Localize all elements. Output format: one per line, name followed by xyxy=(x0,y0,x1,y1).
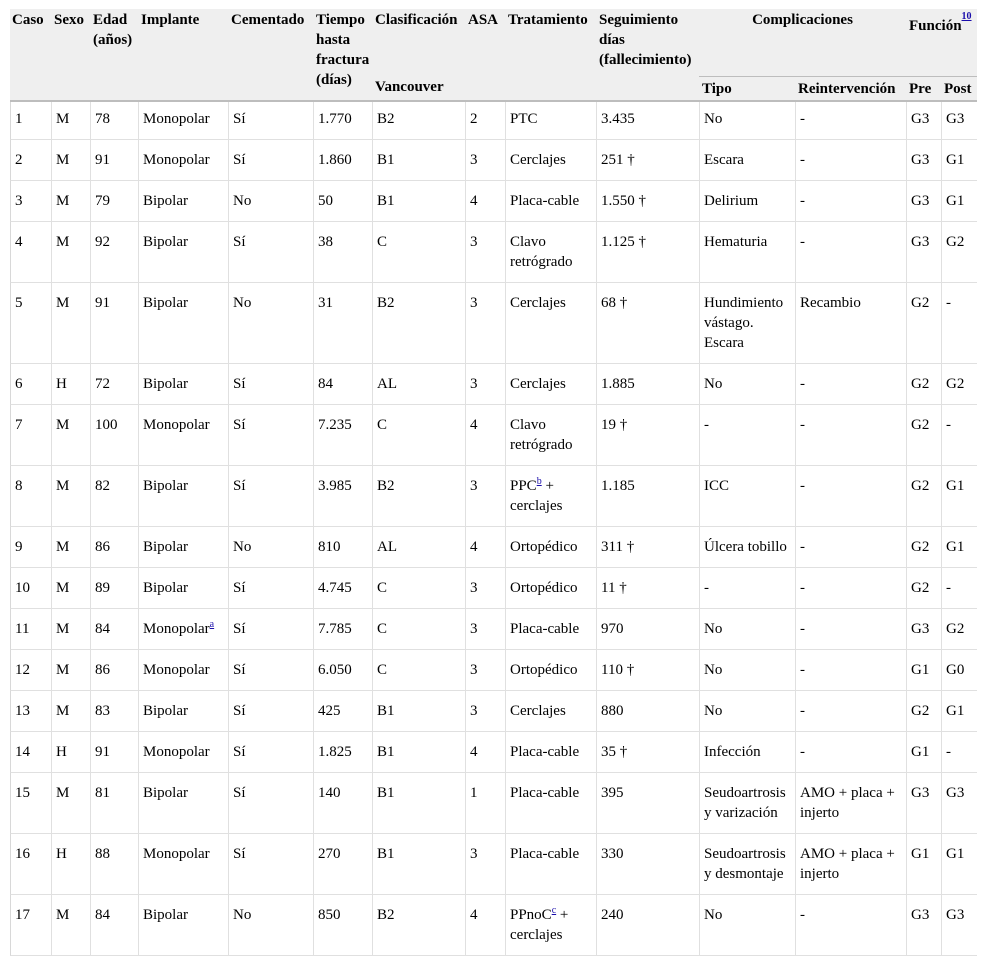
cell-tiempo: 38 xyxy=(313,222,372,283)
cell-seguimiento: 68 † xyxy=(596,283,699,364)
cell-vancouver: B2 xyxy=(372,283,465,364)
cell-asa: 3 xyxy=(465,466,505,527)
table-row xyxy=(10,405,977,466)
cell-pre: G3 xyxy=(906,140,941,181)
cell-tipo: No xyxy=(699,691,795,732)
cell-tratamiento: PTC xyxy=(505,102,596,140)
cell-vancouver: AL xyxy=(372,364,465,405)
cell-reintervencion: - xyxy=(795,102,906,140)
funcion-reference-link[interactable]: 10 xyxy=(961,10,972,22)
cell-implante: Bipolar xyxy=(138,773,228,834)
cell-seguimiento: 1.185 xyxy=(596,466,699,527)
cell-tiempo: 270 xyxy=(313,834,372,895)
cell-caso: 4 xyxy=(10,222,51,283)
cell-pre: G1 xyxy=(906,834,941,895)
cell-implante: Bipolar xyxy=(138,364,228,405)
cell-tipo: ICC xyxy=(699,466,795,527)
cell-cementado: Sí xyxy=(228,732,313,773)
cell-pre: G1 xyxy=(906,650,941,691)
cell-tratamiento: Placa-cable xyxy=(505,609,596,650)
table-row xyxy=(10,222,977,283)
cell-sexo: M xyxy=(51,181,90,222)
cell-seguimiento: 311 † xyxy=(596,527,699,568)
header-sexo: Sexo xyxy=(51,9,90,102)
cell-cementado: Sí xyxy=(228,140,313,181)
cell-tratamiento: Placa-cable xyxy=(505,773,596,834)
cell-sexo: H xyxy=(51,732,90,773)
cell-reintervencion: - xyxy=(795,609,906,650)
cell-tratamiento: Cerclajes xyxy=(505,364,596,405)
cell-seguimiento: 970 xyxy=(596,609,699,650)
cell-edad: 91 xyxy=(90,140,138,181)
cell-sexo: M xyxy=(51,405,90,466)
cell-tiempo: 1.860 xyxy=(313,140,372,181)
cell-post: G3 xyxy=(941,773,977,834)
table-row xyxy=(10,895,977,956)
cell-tiempo: 7.235 xyxy=(313,405,372,466)
cell-asa: 4 xyxy=(465,181,505,222)
cell-implante: Monopolar xyxy=(138,140,228,181)
cell-vancouver: B2 xyxy=(372,102,465,140)
cell-asa: 3 xyxy=(465,140,505,181)
cell-asa: 3 xyxy=(465,609,505,650)
cell-implante: Monopolar xyxy=(138,732,228,773)
cell-cementado: No xyxy=(228,895,313,956)
cell-tratamiento: Ortopédico xyxy=(505,527,596,568)
cell-implante: Bipolar xyxy=(138,527,228,568)
cell-seguimiento: 1.885 xyxy=(596,364,699,405)
cell-reintervencion: - xyxy=(795,364,906,405)
cell-tiempo: 50 xyxy=(313,181,372,222)
cell-tipo: - xyxy=(699,405,795,466)
cell-tipo: No xyxy=(699,895,795,956)
cell-reintervencion: AMO + placa + injerto xyxy=(795,834,906,895)
cell-edad: 84 xyxy=(90,895,138,956)
cell-post: G1 xyxy=(941,466,977,527)
cell-reintervencion: Recambio xyxy=(795,283,906,364)
cell-edad: 92 xyxy=(90,222,138,283)
cell-vancouver: C xyxy=(372,650,465,691)
header-pre: Pre xyxy=(906,76,941,102)
cell-cementado: No xyxy=(228,181,313,222)
cell-post: G3 xyxy=(941,102,977,140)
cell-implante: Bipolar xyxy=(138,222,228,283)
cell-tipo: No xyxy=(699,364,795,405)
cell-implante: Monopolar xyxy=(138,834,228,895)
cell-pre: G3 xyxy=(906,102,941,140)
header-caso: Caso xyxy=(10,9,51,102)
cell-caso: 7 xyxy=(10,405,51,466)
cell-pre: G2 xyxy=(906,466,941,527)
cell-asa: 3 xyxy=(465,364,505,405)
cell-tratamiento: Placa-cable xyxy=(505,181,596,222)
cell-sexo: H xyxy=(51,364,90,405)
cell-pre: G3 xyxy=(906,222,941,283)
cell-caso: 5 xyxy=(10,283,51,364)
cell-reintervencion: - xyxy=(795,405,906,466)
table-header xyxy=(10,9,977,102)
table-row xyxy=(10,102,977,140)
cell-implante: Bipolar xyxy=(138,691,228,732)
cell-post: G1 xyxy=(941,140,977,181)
cell-post: - xyxy=(941,283,977,364)
cell-implante: Monopolar$^a$ xyxy=(138,609,228,650)
cell-cementado: No xyxy=(228,527,313,568)
cell-tipo: No xyxy=(699,102,795,140)
cell-post: G2 xyxy=(941,364,977,405)
cell-vancouver: B1 xyxy=(372,834,465,895)
cell-tiempo: 6.050 xyxy=(313,650,372,691)
cell-sexo: M xyxy=(51,102,90,140)
cell-tratamiento: Placa-cable xyxy=(505,732,596,773)
cell-post: G1 xyxy=(941,834,977,895)
table-row xyxy=(10,773,977,834)
cell-pre: G3 xyxy=(906,895,941,956)
footnote-link[interactable]: b xyxy=(536,476,542,487)
cell-pre: G2 xyxy=(906,364,941,405)
cell-sexo: M xyxy=(51,895,90,956)
cell-pre: G2 xyxy=(906,568,941,609)
cell-seguimiento: 19 † xyxy=(596,405,699,466)
table-row xyxy=(10,364,977,405)
cell-tiempo: 1.825 xyxy=(313,732,372,773)
cell-sexo: M xyxy=(51,568,90,609)
cell-tratamiento: Ortopédico xyxy=(505,650,596,691)
cell-asa: 3 xyxy=(465,834,505,895)
cell-tipo: Úlcera tobillo xyxy=(699,527,795,568)
cell-tiempo: 810 xyxy=(313,527,372,568)
cell-caso: 13 xyxy=(10,691,51,732)
cell-sexo: M xyxy=(51,140,90,181)
cell-edad: 86 xyxy=(90,527,138,568)
cell-tiempo: 140 xyxy=(313,773,372,834)
table-row xyxy=(10,732,977,773)
cell-edad: 83 xyxy=(90,691,138,732)
cell-cementado: Sí xyxy=(228,405,313,466)
cell-tipo: Hematuria xyxy=(699,222,795,283)
cell-tiempo: 850 xyxy=(313,895,372,956)
cell-caso: 10 xyxy=(10,568,51,609)
cell-vancouver: B2 xyxy=(372,466,465,527)
cell-edad: 100 xyxy=(90,405,138,466)
cell-tratamiento: Ortopédico xyxy=(505,568,596,609)
table-row xyxy=(10,527,977,568)
cell-sexo: H xyxy=(51,834,90,895)
header-clasificacion: Clasificación Vancouver xyxy=(372,9,465,102)
cell-sexo: M xyxy=(51,283,90,364)
cell-seguimiento: 1.550 † xyxy=(596,181,699,222)
cell-caso: 3 xyxy=(10,181,51,222)
table-row xyxy=(10,140,977,181)
cell-sexo: M xyxy=(51,527,90,568)
cell-seguimiento: 35 † xyxy=(596,732,699,773)
cell-vancouver: B1 xyxy=(372,691,465,732)
cell-tipo: No xyxy=(699,609,795,650)
cell-tiempo: 4.745 xyxy=(313,568,372,609)
cell-edad: 72 xyxy=(90,364,138,405)
cell-cementado: Sí xyxy=(228,650,313,691)
cell-pre: G3 xyxy=(906,773,941,834)
cell-tratamiento: Cerclajes xyxy=(505,140,596,181)
cell-edad: 91 xyxy=(90,283,138,364)
cell-tiempo: 425 xyxy=(313,691,372,732)
cell-reintervencion: - xyxy=(795,527,906,568)
cell-reintervencion: - xyxy=(795,568,906,609)
cell-cementado: No xyxy=(228,283,313,364)
cell-post: G2 xyxy=(941,222,977,283)
cell-tiempo: 31 xyxy=(313,283,372,364)
cell-tipo: - xyxy=(699,568,795,609)
cell-pre: G1 xyxy=(906,732,941,773)
cell-seguimiento: 330 xyxy=(596,834,699,895)
cell-reintervencion: AMO + placa + injerto xyxy=(795,773,906,834)
cell-tiempo: 1.770 xyxy=(313,102,372,140)
cell-tipo: Escara xyxy=(699,140,795,181)
cell-cementado: Sí xyxy=(228,834,313,895)
cell-vancouver: B1 xyxy=(372,732,465,773)
cell-pre: G2 xyxy=(906,283,941,364)
cell-cementado: Sí xyxy=(228,102,313,140)
header-seguimiento: Seguimiento días (fallecimiento) xyxy=(596,9,699,102)
cell-tratamiento: Placa-cable xyxy=(505,834,596,895)
cell-tratamiento: PPnoC$^c$ + cerclajes xyxy=(505,895,596,956)
cell-cementado: Sí xyxy=(228,466,313,527)
cell-tipo: Delirium xyxy=(699,181,795,222)
cell-sexo: M xyxy=(51,691,90,732)
cell-edad: 79 xyxy=(90,181,138,222)
table-row xyxy=(10,283,977,364)
cell-post: G1 xyxy=(941,691,977,732)
cell-vancouver: AL xyxy=(372,527,465,568)
cell-post: G1 xyxy=(941,527,977,568)
table-row xyxy=(10,568,977,609)
cell-asa: 4 xyxy=(465,527,505,568)
cell-reintervencion: - xyxy=(795,895,906,956)
cell-sexo: M xyxy=(51,650,90,691)
header-edad: Edad (años) xyxy=(90,9,138,102)
cell-vancouver: C xyxy=(372,609,465,650)
cell-seguimiento: 11 † xyxy=(596,568,699,609)
header-cementado: Cementado xyxy=(228,9,313,102)
cell-implante: Bipolar xyxy=(138,568,228,609)
cell-caso: 9 xyxy=(10,527,51,568)
cell-implante: Monopolar xyxy=(138,102,228,140)
header-tiempo: Tiempo hasta fractura (días) xyxy=(313,9,372,102)
cell-tratamiento: Cerclajes xyxy=(505,691,596,732)
cell-post: - xyxy=(941,732,977,773)
cell-reintervencion: - xyxy=(795,140,906,181)
cell-asa: 2 xyxy=(465,102,505,140)
cell-pre: G3 xyxy=(906,609,941,650)
cell-caso: 2 xyxy=(10,140,51,181)
cell-vancouver: B1 xyxy=(372,773,465,834)
cell-pre: G2 xyxy=(906,691,941,732)
cell-asa: 3 xyxy=(465,283,505,364)
cell-cementado: Sí xyxy=(228,568,313,609)
cell-edad: 91 xyxy=(90,732,138,773)
footnote-link[interactable]: c xyxy=(551,905,557,916)
table-row xyxy=(10,691,977,732)
cell-seguimiento: 880 xyxy=(596,691,699,732)
cell-seguimiento: 1.125 † xyxy=(596,222,699,283)
cell-tiempo: 7.785 xyxy=(313,609,372,650)
header-reintervencion: Reintervención xyxy=(795,76,906,102)
cell-caso: 14 xyxy=(10,732,51,773)
cell-post: - xyxy=(941,405,977,466)
cell-asa: 3 xyxy=(465,222,505,283)
header-funcion: Función$^{^{10}}$ xyxy=(906,9,977,76)
cell-pre: G3 xyxy=(906,181,941,222)
cell-edad: 89 xyxy=(90,568,138,609)
cell-edad: 81 xyxy=(90,773,138,834)
cell-vancouver: C xyxy=(372,405,465,466)
cell-caso: 16 xyxy=(10,834,51,895)
header-implante: Implante xyxy=(138,9,228,102)
cell-implante: Monopolar xyxy=(138,405,228,466)
cell-cementado: Sí xyxy=(228,773,313,834)
cell-cementado: Sí xyxy=(228,222,313,283)
cell-asa: 1 xyxy=(465,773,505,834)
cell-implante: Monopolar xyxy=(138,650,228,691)
cell-sexo: M xyxy=(51,609,90,650)
cell-seguimiento: 110 † xyxy=(596,650,699,691)
cell-edad: 84 xyxy=(90,609,138,650)
table-row xyxy=(10,181,977,222)
cell-tratamiento: Clavo retrógrado xyxy=(505,222,596,283)
cell-seguimiento: 395 xyxy=(596,773,699,834)
header-asa: ASA xyxy=(465,9,505,102)
cell-caso: 15 xyxy=(10,773,51,834)
cell-cementado: Sí xyxy=(228,364,313,405)
cell-asa: 3 xyxy=(465,691,505,732)
footnote-link[interactable]: a xyxy=(209,619,215,630)
cell-implante: Bipolar xyxy=(138,895,228,956)
cell-tratamiento: Clavo retrógrado xyxy=(505,405,596,466)
cell-edad: 86 xyxy=(90,650,138,691)
table-row xyxy=(10,650,977,691)
cell-reintervencion: - xyxy=(795,222,906,283)
table-row xyxy=(10,609,977,650)
cell-vancouver: B1 xyxy=(372,181,465,222)
cell-sexo: M xyxy=(51,466,90,527)
cell-edad: 82 xyxy=(90,466,138,527)
cell-cementado: Sí xyxy=(228,691,313,732)
cell-post: G2 xyxy=(941,609,977,650)
cell-implante: Bipolar xyxy=(138,283,228,364)
cell-tratamiento: PPC$^b$ + cerclajes xyxy=(505,466,596,527)
cell-caso: 11 xyxy=(10,609,51,650)
cell-reintervencion: - xyxy=(795,181,906,222)
cell-implante: Bipolar xyxy=(138,181,228,222)
cell-seguimiento: 3.435 xyxy=(596,102,699,140)
cell-asa: 4 xyxy=(465,895,505,956)
cell-asa: 3 xyxy=(465,568,505,609)
cell-vancouver: B1 xyxy=(372,140,465,181)
header-tratamiento: Tratamiento xyxy=(505,9,596,102)
cell-pre: G2 xyxy=(906,527,941,568)
cell-seguimiento: 251 † xyxy=(596,140,699,181)
cell-asa: 4 xyxy=(465,405,505,466)
cell-tipo: Infección xyxy=(699,732,795,773)
cell-reintervencion: - xyxy=(795,691,906,732)
cell-cementado: Sí xyxy=(228,609,313,650)
cell-tratamiento: Cerclajes xyxy=(505,283,596,364)
cell-tipo: Seudoartrosis y varización xyxy=(699,773,795,834)
cell-tiempo: 84 xyxy=(313,364,372,405)
cell-reintervencion: - xyxy=(795,732,906,773)
cell-caso: 17 xyxy=(10,895,51,956)
cell-vancouver: C xyxy=(372,222,465,283)
cell-tipo: Seudoartrosis y desmontaje xyxy=(699,834,795,895)
cell-vancouver: C xyxy=(372,568,465,609)
cell-post: G0 xyxy=(941,650,977,691)
cell-reintervencion: - xyxy=(795,466,906,527)
cell-caso: 6 xyxy=(10,364,51,405)
header-post: Post xyxy=(941,76,977,102)
cell-sexo: M xyxy=(51,773,90,834)
cell-asa: 4 xyxy=(465,732,505,773)
table-row xyxy=(10,466,977,527)
table-row xyxy=(10,834,977,895)
cell-implante: Bipolar xyxy=(138,466,228,527)
cell-tiempo: 3.985 xyxy=(313,466,372,527)
cell-post: G3 xyxy=(941,895,977,956)
cell-post: - xyxy=(941,568,977,609)
cell-seguimiento: 240 xyxy=(596,895,699,956)
header-complicaciones: Complicaciones xyxy=(699,9,906,76)
cell-caso: 12 xyxy=(10,650,51,691)
cell-sexo: M xyxy=(51,222,90,283)
cell-tipo: Hundimiento vástago. Escara xyxy=(699,283,795,364)
cell-post: G1 xyxy=(941,181,977,222)
header-tipo: Tipo xyxy=(699,76,795,102)
cell-pre: G2 xyxy=(906,405,941,466)
cases-table xyxy=(10,9,977,956)
table-body xyxy=(10,102,977,956)
cell-caso: 1 xyxy=(10,102,51,140)
cell-tipo: No xyxy=(699,650,795,691)
cell-reintervencion: - xyxy=(795,650,906,691)
cell-edad: 78 xyxy=(90,102,138,140)
cell-edad: 88 xyxy=(90,834,138,895)
cell-vancouver: B2 xyxy=(372,895,465,956)
cell-caso: 8 xyxy=(10,466,51,527)
cell-asa: 3 xyxy=(465,650,505,691)
